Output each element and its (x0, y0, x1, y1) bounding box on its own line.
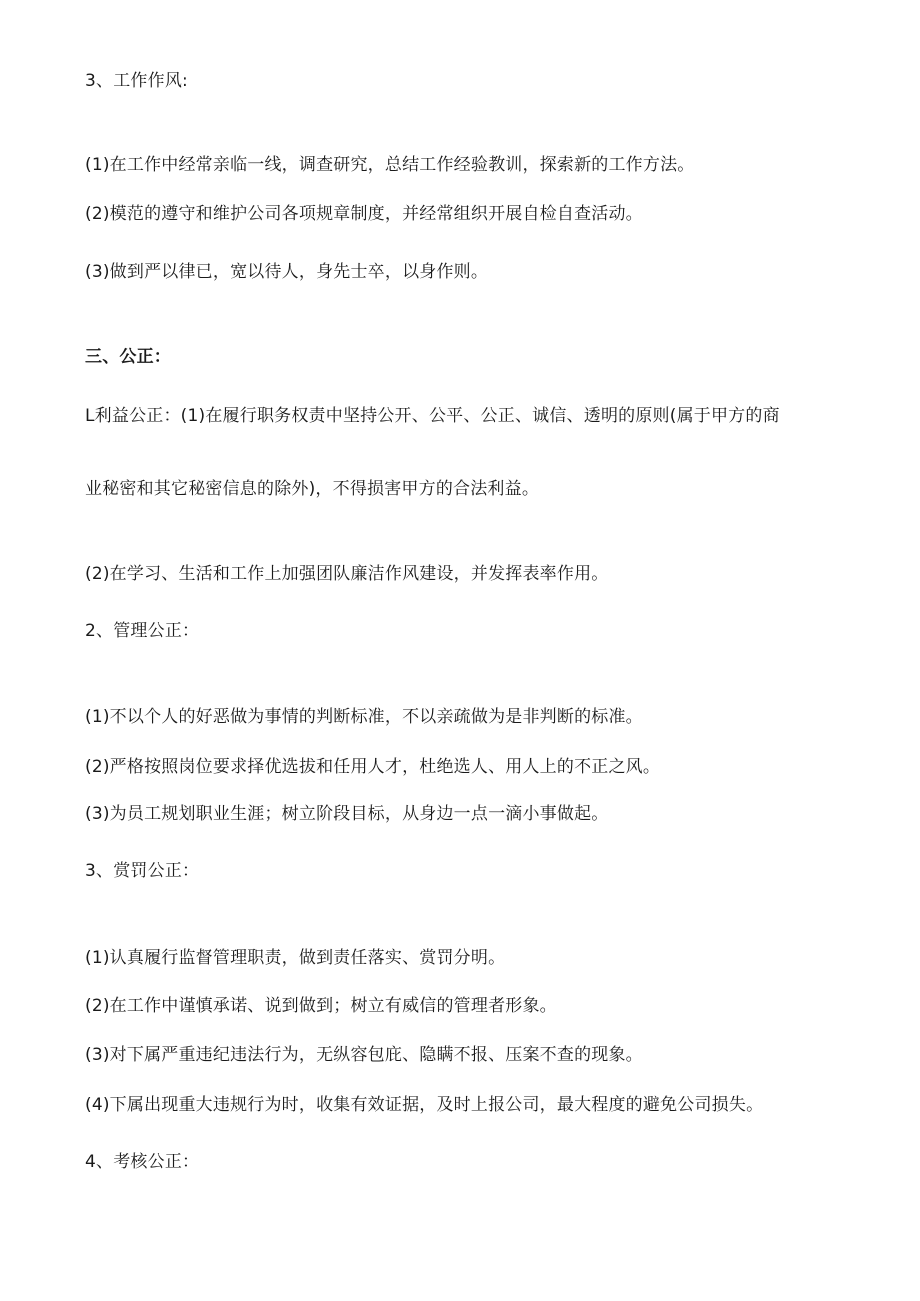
subsection-heading-management-fairness: 2、管理公正： (85, 621, 200, 641)
paragraph: (2)严格按照岗位要求择优选拔和任用人才，杜绝选人、用人上的不正之风。 (85, 757, 661, 777)
paragraph: (1)认真履行监督管理职责，做到责任落实、赏罚分明。 (85, 948, 506, 968)
subsection-heading-assessment-fairness: 4、考核公正： (85, 1152, 200, 1172)
paragraph: L利益公正：(1)在履行职务权责中坚持公开、公平、公正、诚信、透明的原则(属于甲方的商 (85, 406, 780, 426)
subsection-heading-reward-fairness: 3、赏罚公正： (85, 861, 200, 881)
paragraph: (1)在工作中经常亲临一线，调查研究，总结工作经验教训，探索新的工作方法。 (85, 155, 695, 175)
section-heading-fairness: 三、公正： (85, 347, 171, 367)
paragraph: (3)为员工规划职业生涯；树立阶段目标，从身边一点一滴小事做起。 (85, 804, 609, 824)
paragraph: (1)不以个人的好恶做为事情的判断标准，不以亲疏做为是非判断的标准。 (85, 707, 643, 727)
paragraph: (3)做到严以律已，宽以待人，身先士卒，以身作则。 (85, 262, 489, 282)
paragraph: (2)在工作中谨慎承诺、说到做到；树立有威信的管理者形象。 (85, 996, 557, 1016)
paragraph: (2)在学习、生活和工作上加强团队廉洁作风建设，并发挥表率作用。 (85, 564, 609, 584)
section-heading-work-style: 3、工作作风: (85, 71, 188, 91)
paragraph: (3)对下属严重违纪违法行为，无纵容包庇、隐瞒不报、压案不查的现象。 (85, 1045, 643, 1065)
paragraph: (2)模范的遵守和维护公司各项规章制度，并经常组织开展自检自查活动。 (85, 204, 643, 224)
paragraph: 业秘密和其它秘密信息的除外)，不得损害甲方的合法利益。 (85, 479, 540, 499)
paragraph: (4)下属出现重大违规行为时，收集有效证据，及时上报公司，最大程度的避免公司损失。 (85, 1095, 764, 1115)
